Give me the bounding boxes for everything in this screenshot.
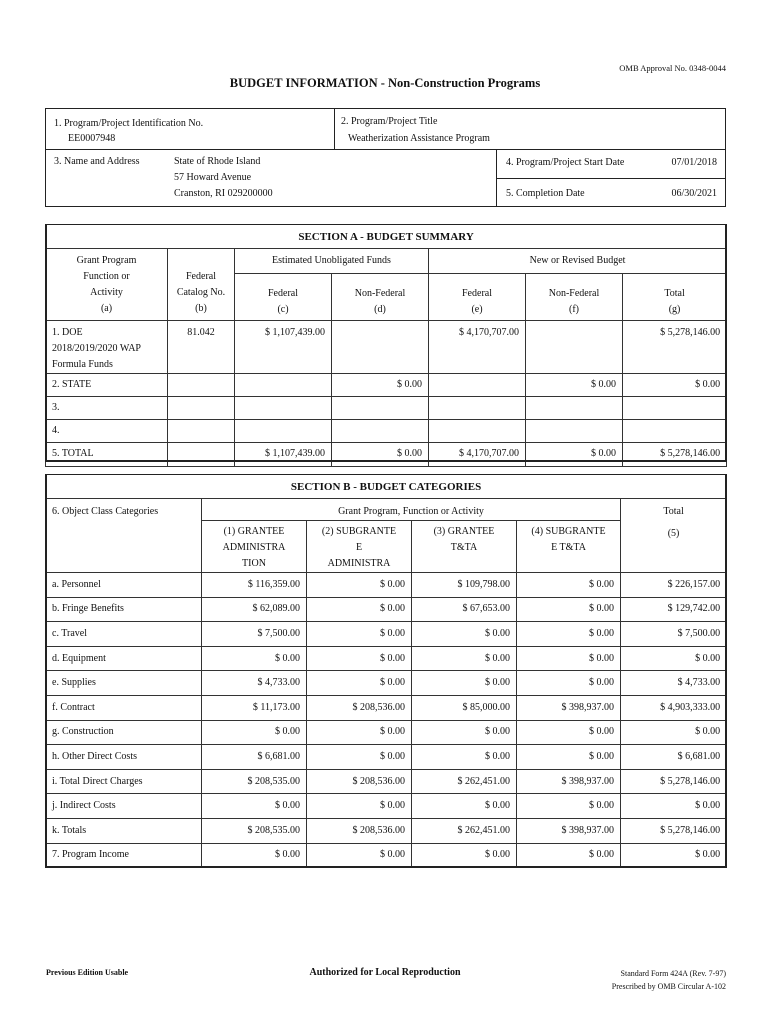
category-total: $ 5,278,146.00 [621,818,727,843]
table-row [46,671,727,696]
cell-e [429,397,526,420]
cell-f: $ 0.00 [526,443,623,467]
catalog-number [168,397,235,420]
completion-date-value: 06/30/2021 [671,188,717,199]
category-label: a. Personnel [46,573,202,598]
category-amount: $ 0.00 [202,646,307,671]
category-amount: $ 0.00 [517,622,621,647]
cell-c [235,420,332,443]
cell-g [623,420,727,443]
category-label: e. Supplies [46,671,202,696]
category-amount: $ 398,937.00 [517,818,621,843]
category-amount: $ 0.00 [307,597,412,622]
category-total: $ 0.00 [621,794,727,819]
category-label: k. Totals [46,818,202,843]
category-total: $ 4,903,333.00 [621,695,727,720]
category-amount: $ 0.00 [412,720,517,745]
table-row [46,769,727,794]
table-row [46,794,727,819]
cell-c [235,374,332,397]
cell-f [526,420,623,443]
col-3-header: (3) GRANTEE T&TA [412,521,517,573]
catalog-number [168,374,235,397]
category-amount: $ 0.00 [202,720,307,745]
applicant-address-line2: Cranston, RI 029200000 [174,188,273,199]
category-label: g. Construction [46,720,202,745]
total-header: Total (5) [621,499,727,573]
footer-circular: Prescribed by OMB Circular A-102 [611,982,726,991]
cell-c [235,397,332,420]
category-amount: $ 0.00 [517,794,621,819]
start-date-label: 4. Program/Project Start Date [506,157,625,168]
section-a-budget-summary-table [45,224,727,467]
cell-f: $ 0.00 [526,374,623,397]
category-amount: $ 0.00 [307,671,412,696]
completion-date-label: 5. Completion Date [506,188,585,199]
cell-e [429,374,526,397]
category-amount: $ 6,681.00 [202,745,307,770]
category-amount: $ 0.00 [307,573,412,598]
catalog-number [168,420,235,443]
col-4-header: (4) SUBGRANTE E T&TA [517,521,621,573]
section-b-budget-categories-table [45,474,727,868]
category-amount: $ 0.00 [517,671,621,696]
row-label: 4. [46,420,168,443]
cell-e [429,420,526,443]
table-row [46,573,727,598]
category-label: c. Travel [46,622,202,647]
col-e-header: Federal (e) [429,274,526,321]
program-title-label: 2. Program/Project Title [341,116,438,127]
cell-c: $ 1,107,439.00 [235,321,332,374]
category-amount: $ 0.00 [412,646,517,671]
cell-g: $ 5,278,146.00 [623,443,727,467]
category-amount: $ 0.00 [517,720,621,745]
program-title-value: Weatherization Assistance Program [348,133,490,144]
category-amount: $ 0.00 [307,646,412,671]
table-row [46,843,727,868]
table-row [46,720,727,745]
cell-g [623,397,727,420]
table-row [46,745,727,770]
footer-form-info [520,967,726,993]
category-amount: $ 208,536.00 [307,818,412,843]
category-amount: $ 208,536.00 [307,695,412,720]
cell-g: $ 5,278,146.00 [623,321,727,374]
estimated-unobligated-header: Estimated Unobligated Funds [235,249,429,274]
table-row [46,622,727,647]
object-class-label: 6. Object Class Categories [46,499,202,573]
cell-d [332,321,429,374]
omb-approval-number: OMB Approval No. 0348-0044 [619,63,726,73]
footer-form-number: Standard Form 424A (Rev. 7-97) [620,969,726,978]
program-id-label: 1. Program/Project Identification No. [54,118,204,129]
table-row [46,695,727,720]
footer-authorized: Authorized for Local Reproduction [309,967,461,978]
category-amount: $ 262,451.00 [412,769,517,794]
category-label: j. Indirect Costs [46,794,202,819]
table-row [46,397,727,420]
new-revised-budget-header: New or Revised Budget [429,249,727,274]
category-amount: $ 0.00 [202,794,307,819]
section-a-title: SECTION A - BUDGET SUMMARY [46,225,727,249]
category-amount: $ 0.00 [412,794,517,819]
category-amount: $ 0.00 [412,745,517,770]
form-title: BUDGET INFORMATION - Non-Construction Programs [229,76,541,90]
category-total: $ 129,742.00 [621,597,727,622]
cell-d [332,420,429,443]
category-total: $ 4,733.00 [621,671,727,696]
cell-c: $ 1,107,439.00 [235,443,332,467]
cell-d: $ 0.00 [332,443,429,467]
cell-f [526,321,623,374]
row-label: 5. TOTAL [46,443,168,467]
category-amount: $ 0.00 [307,794,412,819]
col-g-header: Total (g) [623,274,727,321]
category-amount: $ 0.00 [412,622,517,647]
table-row [46,818,727,843]
program-id-value: EE0007948 [68,133,116,144]
category-amount: $ 208,535.00 [202,769,307,794]
cell-f [526,397,623,420]
col-b-header: Federal Catalog No. (b) [168,249,235,321]
table-row [46,597,727,622]
category-label: b. Fringe Benefits [46,597,202,622]
category-total: $ 7,500.00 [621,622,727,647]
category-total: $ 0.00 [621,720,727,745]
category-amount: $ 67,653.00 [412,597,517,622]
category-amount: $ 398,937.00 [517,695,621,720]
cell-g: $ 0.00 [623,374,727,397]
col-f-header: Non-Federal (f) [526,274,623,321]
category-label: h. Other Direct Costs [46,745,202,770]
row-label: 3. [46,397,168,420]
category-amount: $ 398,937.00 [517,769,621,794]
section-b-title: SECTION B - BUDGET CATEGORIES [46,475,727,499]
category-amount: $ 0.00 [412,671,517,696]
category-amount: $ 62,089.00 [202,597,307,622]
category-label: 7. Program Income [46,843,202,868]
table-row [46,321,727,374]
category-label: d. Equipment [46,646,202,671]
row-label: 2. STATE [46,374,168,397]
category-amount: $ 0.00 [517,597,621,622]
catalog-number: 81.042 [168,321,235,374]
category-amount: $ 109,798.00 [412,573,517,598]
category-amount: $ 0.00 [412,843,517,868]
category-amount: $ 0.00 [517,843,621,868]
category-total: $ 0.00 [621,843,727,868]
row-label: 1. DOE 2018/2019/2020 WAP Formula Funds [46,321,168,374]
footer-previous-edition: Previous Edition Usable [46,968,129,977]
cell-e: $ 4,170,707.00 [429,321,526,374]
table-row [46,443,727,467]
start-date-value: 07/01/2018 [671,157,717,168]
table-row [46,646,727,671]
category-amount: $ 7,500.00 [202,622,307,647]
col-2-header: (2) SUBGRANTE E ADMINISTRA [307,521,412,573]
name-address-label: 3. Name and Address [54,156,140,167]
cell-e: $ 4,170,707.00 [429,443,526,467]
catalog-number [168,443,235,467]
category-label: i. Total Direct Charges [46,769,202,794]
category-amount: $ 0.00 [307,843,412,868]
category-label: f. Contract [46,695,202,720]
category-amount: $ 0.00 [307,720,412,745]
category-amount: $ 0.00 [307,622,412,647]
category-amount: $ 0.00 [517,646,621,671]
category-total: $ 0.00 [621,646,727,671]
category-total: $ 5,278,146.00 [621,769,727,794]
category-amount: $ 262,451.00 [412,818,517,843]
col-c-header: Federal (c) [235,274,332,321]
cell-d [332,397,429,420]
col-a-header: Grant Program Function or Activity (a) [46,249,168,321]
table-row [46,374,727,397]
category-amount: $ 0.00 [517,573,621,598]
category-amount: $ 11,173.00 [202,695,307,720]
col-1-header: (1) GRANTEE ADMINISTRA TION [202,521,307,573]
grant-program-header: Grant Program, Function or Activity [202,499,621,521]
category-total: $ 226,157.00 [621,573,727,598]
category-amount: $ 85,000.00 [412,695,517,720]
category-amount: $ 116,359.00 [202,573,307,598]
category-amount: $ 208,536.00 [307,769,412,794]
category-amount: $ 0.00 [202,843,307,868]
table-row [46,420,727,443]
category-amount: $ 0.00 [517,745,621,770]
category-amount: $ 4,733.00 [202,671,307,696]
program-header-block [45,108,726,207]
cell-d: $ 0.00 [332,374,429,397]
applicant-name: State of Rhode Island [174,156,261,167]
category-amount: $ 0.00 [307,745,412,770]
applicant-address-line1: 57 Howard Avenue [174,172,252,183]
category-total: $ 6,681.00 [621,745,727,770]
col-d-header: Non-Federal (d) [332,274,429,321]
category-amount: $ 208,535.00 [202,818,307,843]
